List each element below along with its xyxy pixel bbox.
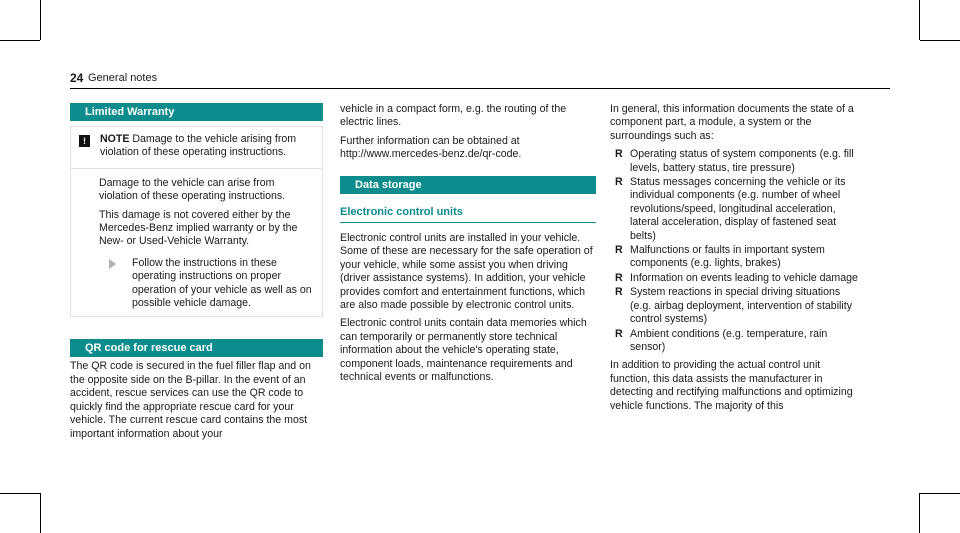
header-rule (70, 88, 890, 89)
section-title: General notes (88, 72, 158, 84)
arrow-right-icon (109, 259, 116, 269)
list-item: R Ambient conditions (e.g. temperature, rain sensor) (615, 327, 828, 353)
column-middle (340, 103, 596, 390)
crop-mark (919, 0, 920, 40)
paragraph: Further information can be obtained at http://www.mercedes-benz.de/qr-code. (340, 134, 522, 161)
note-box (70, 126, 323, 317)
list-item: R System reactions in special driving situations (e.g. airbag deployment, intervention of stability control systems) (615, 286, 853, 326)
step-text: Follow the instructions in these operating instructions on proper operation of your vehicle as well as on possible vehicle damage. (132, 256, 312, 310)
crop-mark (0, 493, 40, 494)
bullet-list (610, 148, 863, 354)
paragraph: vehicle in a compact form, e.g. the routing of the electric lines. (340, 103, 567, 129)
crop-mark (919, 493, 920, 533)
column-right (610, 103, 863, 418)
ecu-heading: Electronic control units (340, 206, 596, 223)
crop-mark (920, 40, 960, 41)
note-text: Damage to the vehicle arising from violation of these operating instructions. (100, 133, 297, 159)
list-item: R Malfunctions or faults in important system components (e.g. lights, brakes) (615, 244, 825, 270)
data-storage-heading: Data storage (340, 176, 596, 194)
divider (71, 168, 322, 169)
page-number: 24 (70, 71, 84, 85)
note-paragraph: This damage is not covered either by the Mercedes-Benz implied warranty or by the New- or Used-Vehicle Warranty. (99, 208, 298, 248)
note-label: NOTE (100, 133, 130, 145)
qr-paragraph: The QR code is secured in the fuel filler flap and on the opposite side on the B-pillar. In the event of an accident, rescue services can use the QR code to quickly find the appropriate rescue card for your vehicle. The current rescue card contains the most important information about your (70, 360, 311, 440)
qr-heading: QR code for rescue card (70, 339, 323, 357)
list-item: R Information on events leading to vehicle damage (615, 271, 858, 284)
crop-mark (40, 0, 41, 40)
paragraph: Electronic control units are installed in your vehicle. Some of these are necessary for the safe operation of your vehicle, while some assist you when driving (driver assistance systems). In addition, your vehicle provides comfort and entertainment functions, which are also made possible by electronic control units. (340, 232, 593, 312)
paragraph: Electronic control units contain data memories which can temporarily or permanently store technical information about the vehicle's operating state, component loads, maintenance requirements and technical events or malfunctions. (340, 317, 587, 384)
crop-mark (40, 493, 41, 533)
instruction-step (99, 257, 312, 311)
paragraph: In addition to providing the actual control unit function, this data assists the manufacturer in detecting and rectifying malfunctions and optimizing vehicle functions. The majority of this (610, 359, 853, 412)
column-left (70, 103, 323, 446)
list-item: R Operating status of system components (e.g. fill levels, battery status, tire pressure) (615, 148, 854, 174)
paragraph: In general, this information documents the state of a component part, a module, a system or the surroundings such as: (610, 103, 854, 142)
warranty-heading: Limited Warranty (70, 103, 323, 121)
note-paragraph: Damage to the vehicle can arise from violation of these operating instructions. (99, 176, 286, 203)
list-item: R Status messages concerning the vehicle or its individual components (e.g. number of wheel revolutions/speed, longitudinal acceleration, lateral acceleration, display of fastened seat belts) (615, 176, 846, 242)
warning-icon: ! (79, 135, 90, 147)
crop-mark (0, 40, 40, 41)
crop-mark (920, 493, 960, 494)
